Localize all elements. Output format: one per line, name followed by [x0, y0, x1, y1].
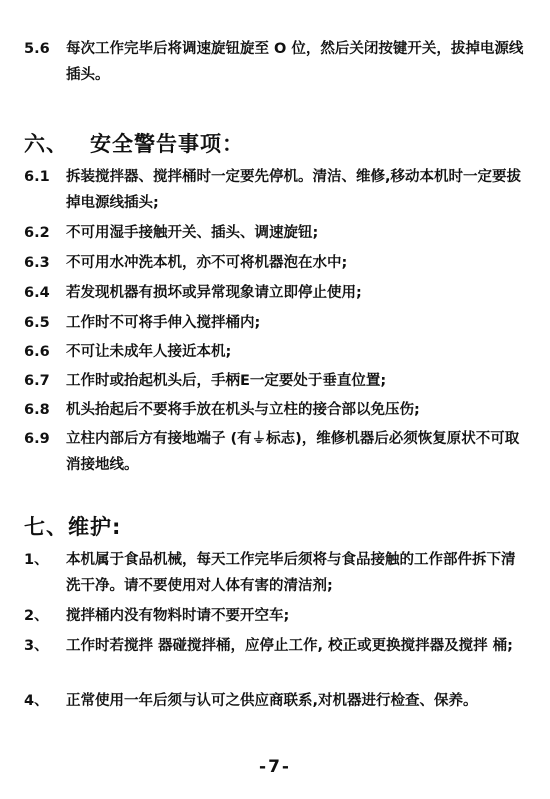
- item-text: 搅拌桶内没有物料时请不要开空车;: [66, 608, 290, 624]
- item-text: 工作时不可将手伸入搅拌桶内;: [66, 315, 261, 331]
- item-number: 5.6: [24, 41, 50, 57]
- item-number: 6.9: [24, 431, 50, 447]
- item-number: 6.2: [24, 225, 50, 241]
- item-text: 不可用湿手接触开关、插头、调速旋钮;: [66, 225, 319, 241]
- item-text: 每次工作完毕后将调速旋钮旋至 O 位，然后关闭按键开关，拔掉电源线插头。: [66, 41, 524, 83]
- item-text: 正常使用一年后须与认可之供应商联系,对机器进行检查、保养。: [66, 693, 478, 709]
- item-text: 不可让未成年人接近本机;: [66, 344, 232, 360]
- item-text: 若发现机器有损坏或异常现象请立即停止使用;: [66, 285, 362, 301]
- item-number: 6.7: [24, 373, 50, 389]
- section-6-heading-title: 安全警告事项：: [90, 132, 244, 156]
- item-number: 6.6: [24, 344, 50, 360]
- item-text: 立柱内部后方有接地端子 (有⏚标志)，维修机器后必须恢复原状不可取消接地线。: [66, 431, 520, 473]
- item-number: 2、: [24, 608, 49, 624]
- item-text: 工作时或抬起机头后，手柄E一定要处于垂直位置;: [66, 373, 387, 389]
- section-7-heading: 七、维护:: [24, 515, 122, 539]
- page-number: -7-: [259, 757, 291, 777]
- item-number: 6.3: [24, 255, 50, 271]
- section-6-heading-number: 六、: [24, 132, 68, 156]
- item-text: 本机属于食品机械，每天工作完毕后须将与食品接触的工作部件拆下清洗干净。请不要使用对人体有害的清洁剂;: [66, 552, 516, 594]
- item-number: 6.8: [24, 402, 50, 418]
- section-6-heading: [24, 128, 244, 158]
- item-number: 6.5: [24, 315, 50, 331]
- item-number: 3、: [24, 638, 49, 654]
- item-text: 工作时若搅拌 器碰搅拌桶，应停止工作, 校正或更换搅拌器及搅拌 桶;: [66, 638, 513, 654]
- item-number: 6.1: [24, 169, 50, 185]
- item-number: 4、: [24, 693, 49, 709]
- item-text: 机头抬起后不要将手放在机头与立柱的接合部以免压伤;: [66, 402, 420, 418]
- item-text: 拆装搅拌器、搅拌桶时一定要先停机。清洁、维修,移动本机时一定要拔掉电源线插头;: [66, 169, 522, 211]
- item-text: 不可用水冲洗本机，亦不可将机器泡在水中;: [66, 255, 348, 271]
- item-number: 1、: [24, 552, 49, 568]
- item-number: 6.4: [24, 285, 50, 301]
